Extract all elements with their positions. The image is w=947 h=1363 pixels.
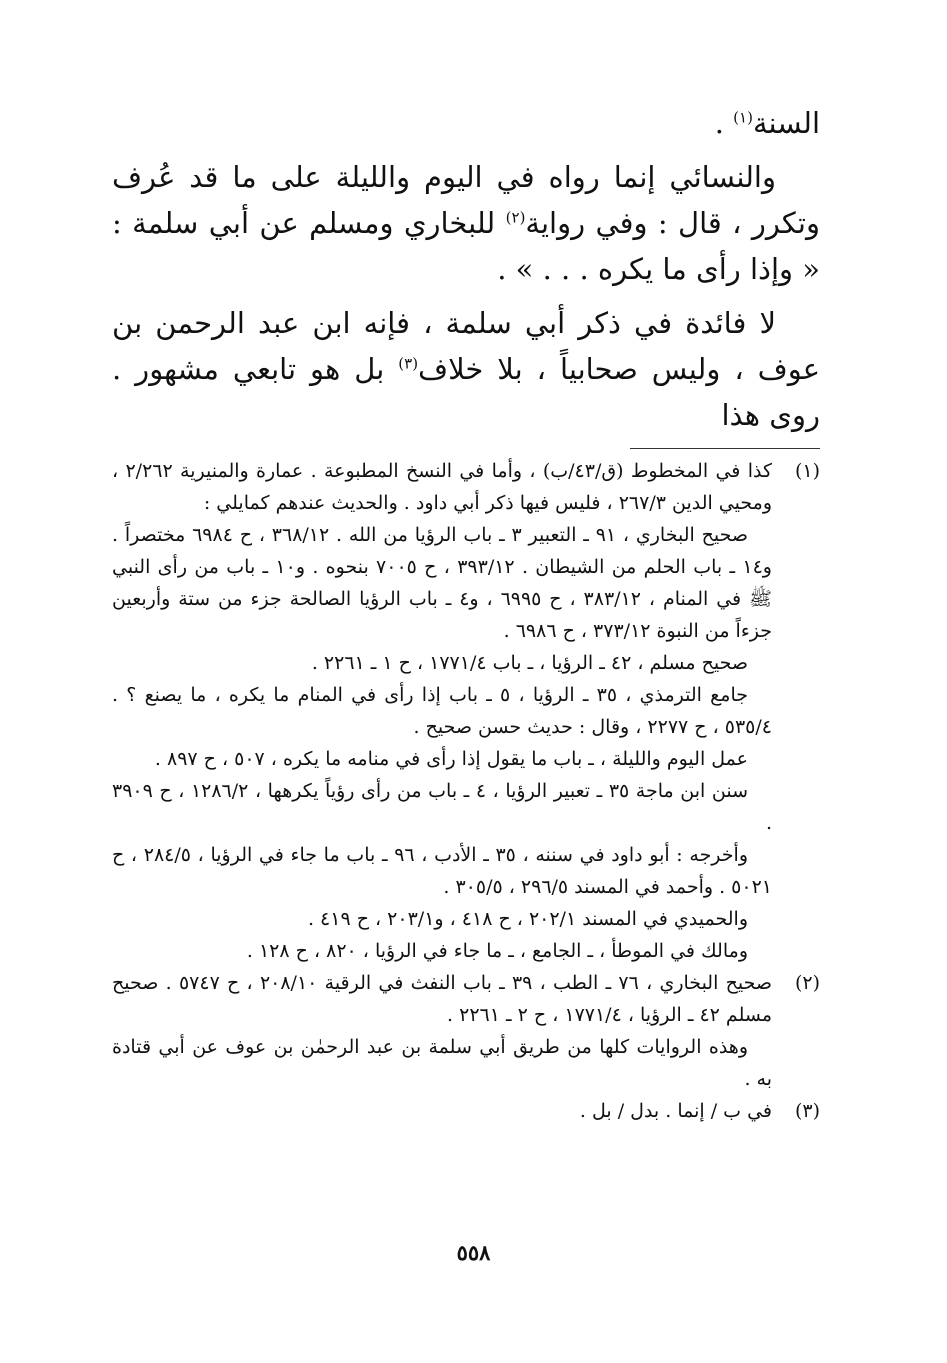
footnote-paragraph: كذا في المخطوط (ق/٤٣/ب) ، وأما في النسخ المطبوعة . عمارة والمنيرية ٢/٢٦٢ ، ومحيي الدين ٢٦٧/٣ ، فليس فيها ذكر أبي داود . والحديث عندهم كمايلي : [112,460,773,514]
footnote-number: (١) [794,460,820,482]
footnote-paragraph: وأخرجه : أبو داود في سننه ، ٣٥ ـ الأدب ، ٩٦ ـ باب ما جاء في الرؤيا ، ٢٨٤/٥ ، ح ٥٠٢١ . وأحمد في المسند ٢٩٦/٥ ، ٣٠٥/٥ . [112,844,772,898]
main-paragraph-1 [112,154,820,292]
main-paragraph-2 [112,300,820,438]
footnotes [112,455,820,1127]
footnote-ref-3: (٣) [398,354,419,373]
footnote-1 [112,455,820,967]
footnote-body [112,967,772,1095]
main-paragraph-2-text-b: بل هو تابعي مشهور . روى هذا [112,352,820,432]
main-text [112,90,820,438]
footnote-paragraph: صحيح البخاري ، ٩١ ـ التعبير ٣ ـ باب الرؤيا من الله . ٣٦٨/١٢ ، ح ٦٩٨٤ مختصراً . و١٤ ـ باب الحلم من الشيطان . ٣٩٣/١٢ ، ح ٧٠٠٥ بنحوه . و١٠ ـ باب من رأى النبي ﷺ في المنام ، ٣٨٣/١٢ ، ح ٦٩٩٥ ، و٤ ـ باب الرؤيا الصالحة جزء من ستة وأربعين جزءاً من النبوة ٣٧٣/١٢ ، ح ٦٩٨٦ . [112,524,773,642]
footnote-paragraph: وهذه الروايات كلها من طريق أبي سلمة بن عبد الرحمٰن بن عوف عن أبي قتادة به . [112,1036,772,1090]
footnote-paragraph: صحيح مسلم ، ٤٢ ـ الرؤيا ، ـ باب ١٧٧١/٤ ، ح ١ ـ ٢٢٦١ . [311,652,748,674]
footnote-ref-1: (١) [733,108,753,127]
footnote-paragraph: جامع الترمذي ، ٣٥ ـ الرؤيا ، ٥ ـ باب إذا رأى في المنام ما يكره ، ما يصنع ؟ . ٥٣٥/٤ ، ح ٢٢٧٧ ، وقال : حديث حسن صحيح . [112,684,772,738]
footnote-2 [112,967,820,1095]
footnote-3 [112,1095,820,1127]
main-paragraph-1-text-b: للبخاري ومسلم عن أبي سلمة : « وإذا رأى ما يكره . . . » . [112,206,820,286]
footnote-ref-2: (٢) [505,208,526,227]
footnote-paragraph: سنن ابن ماجة ٣٥ ـ تعبير الرؤيا ، ٤ ـ باب من رأى رؤياً يكرهها ، ١٢٨٦/٢ ، ح ٣٩٠٩ . [112,780,772,834]
footnote-body [112,455,772,967]
main-paragraph-1-text-a: والنسائي إنما رواه في اليوم والليلة على ما قد عُرف وتكرر ، قال : وفي رواية [112,160,820,240]
footnote-separator [630,448,820,449]
footnote-number: (٣) [794,1100,820,1122]
main-paragraph-2-text-a: لا فائدة في ذكر أبي سلمة ، فإنه ابن عبد الرحمن بن عوف ، وليس صحابياً ، بلا خلاف [112,306,820,386]
footnote-body [112,1095,772,1127]
footnote-paragraph: صحيح البخاري ، ٧٦ ـ الطب ، ٣٩ ـ باب النفث في الرقية ٢٠٨/١٠ ، ح ٥٧٤٧ . صحيح مسلم ٤٢ ـ الرؤيا ، ١٧٧١/٤ ، ح ٢ ـ ٢٢٦١ . [112,972,773,1026]
page-number: ٥٥٨ [456,1240,491,1265]
footnote-paragraph: عمل اليوم والليلة ، ـ باب ما يقول إذا رأى في منامه ما يكره ، ٥٠٧ ، ح ٨٩٧ . [154,748,748,770]
main-line-1 [112,90,820,146]
main-line-1-end: . [714,106,734,140]
footnote-paragraph: ومالك في الموطأ ، ـ الجامع ، ـ ما جاء في الرؤيا ، ٨٢٠ ، ح ١٢٨ . [246,940,748,962]
main-line-1-text: السنة [752,106,820,140]
footnote-paragraph: في ب / إنما . بدل / بل . [579,1100,772,1122]
page-content [112,90,820,1127]
footnote-paragraph: والحميدي في المسند ٢٠٢/١ ، ح ٤١٨ ، و٢٠٣/١ ، ح ٤١٩ . [307,908,748,930]
footnote-number: (٢) [794,972,820,994]
